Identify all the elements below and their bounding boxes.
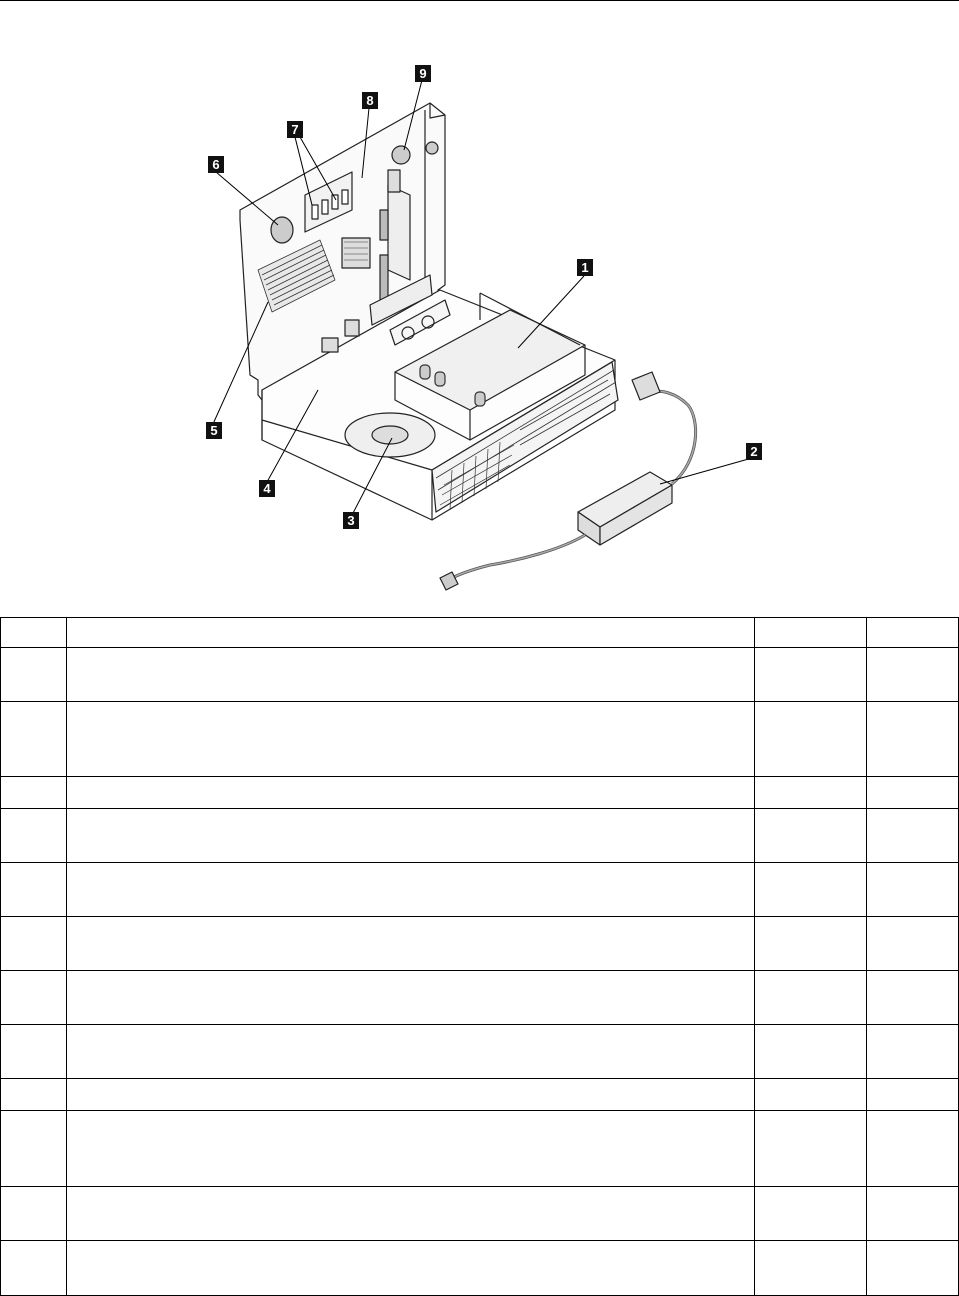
index-cell <box>1 702 67 777</box>
description-cell <box>67 777 755 809</box>
fru-cell <box>755 702 867 777</box>
description-cell <box>67 702 755 777</box>
callout-2 <box>746 443 762 460</box>
fru-cell <box>755 917 867 971</box>
index-cell <box>1 809 67 863</box>
power-adapter-2 <box>578 472 672 545</box>
table-row <box>1 648 959 702</box>
callout-5 <box>206 422 222 439</box>
table-row <box>1 702 959 777</box>
description-cell <box>67 618 755 648</box>
callout-4 <box>259 480 275 497</box>
description-cell <box>67 1025 755 1079</box>
description-cell <box>67 809 755 863</box>
description-cell <box>67 1079 755 1111</box>
description-cell <box>67 648 755 702</box>
callout-8 <box>362 92 378 109</box>
index-cell <box>1 777 67 809</box>
table-row <box>1 1079 959 1111</box>
table-row <box>1 917 959 971</box>
fru-cell <box>755 1025 867 1079</box>
battery-6 <box>271 217 293 243</box>
fru-cell <box>755 777 867 809</box>
description-cell <box>67 917 755 971</box>
svg-text:2: 2 <box>750 444 758 459</box>
cru-cell <box>867 1025 959 1079</box>
cru-cell <box>867 777 959 809</box>
svg-text:1: 1 <box>581 260 589 275</box>
callout-9 <box>415 65 431 82</box>
svg-text:4: 4 <box>263 481 271 496</box>
chipset-heatsink <box>342 238 370 268</box>
svg-text:7: 7 <box>291 122 299 137</box>
cru-cell <box>867 1079 959 1111</box>
index-cell <box>1 1241 67 1296</box>
index-cell <box>1 971 67 1025</box>
table-row <box>1 1025 959 1079</box>
cru-cell <box>867 702 959 777</box>
cru-cell <box>867 863 959 917</box>
description-cell <box>67 1187 755 1241</box>
fru-cell <box>755 1111 867 1187</box>
index-cell <box>1 1079 67 1111</box>
index-cell <box>1 1187 67 1241</box>
svg-text:3: 3 <box>347 513 355 528</box>
cru-cell <box>867 917 959 971</box>
cru-cell <box>867 971 959 1025</box>
table-row <box>1 1187 959 1241</box>
index-cell <box>1 917 67 971</box>
fru-cell <box>755 1241 867 1296</box>
cru-cell <box>867 809 959 863</box>
parts-table-body <box>1 618 959 1296</box>
description-cell <box>67 1111 755 1187</box>
index-cell <box>1 1111 67 1187</box>
index-cell <box>1 618 67 648</box>
cru-cell <box>867 1187 959 1241</box>
table-row <box>1 863 959 917</box>
index-cell <box>1 863 67 917</box>
index-cell <box>1 648 67 702</box>
svg-text:8: 8 <box>366 93 374 108</box>
description-cell <box>67 1241 755 1296</box>
index-cell <box>1 1025 67 1079</box>
callout-7 <box>287 121 303 138</box>
computer-interior-illustration <box>0 0 959 610</box>
table-row <box>1 1241 959 1296</box>
power-plug <box>632 372 660 400</box>
svg-text:6: 6 <box>212 157 220 172</box>
fru-cell <box>755 1187 867 1241</box>
callout-1 <box>577 259 593 276</box>
callout-6 <box>208 156 224 173</box>
exploded-view-figure <box>0 0 959 610</box>
parts-table <box>0 617 959 1296</box>
table-row <box>1 809 959 863</box>
cru-cell <box>867 1111 959 1187</box>
description-cell <box>67 863 755 917</box>
table-row <box>1 971 959 1025</box>
fru-cell <box>755 648 867 702</box>
callout-3 <box>343 512 359 529</box>
table-row <box>1 777 959 809</box>
fru-cell <box>755 971 867 1025</box>
description-cell <box>67 971 755 1025</box>
cru-cell <box>867 618 959 648</box>
fru-cell <box>755 1079 867 1111</box>
fru-cell <box>755 809 867 863</box>
fru-cell <box>755 618 867 648</box>
fru-cell <box>755 863 867 917</box>
svg-text:5: 5 <box>210 423 218 438</box>
table-row <box>1 1111 959 1187</box>
speaker-9 <box>392 146 410 164</box>
cru-cell <box>867 648 959 702</box>
dc-plug <box>440 572 458 590</box>
svg-text:9: 9 <box>419 66 427 81</box>
cru-cell <box>867 1241 959 1296</box>
table-row <box>1 618 959 648</box>
